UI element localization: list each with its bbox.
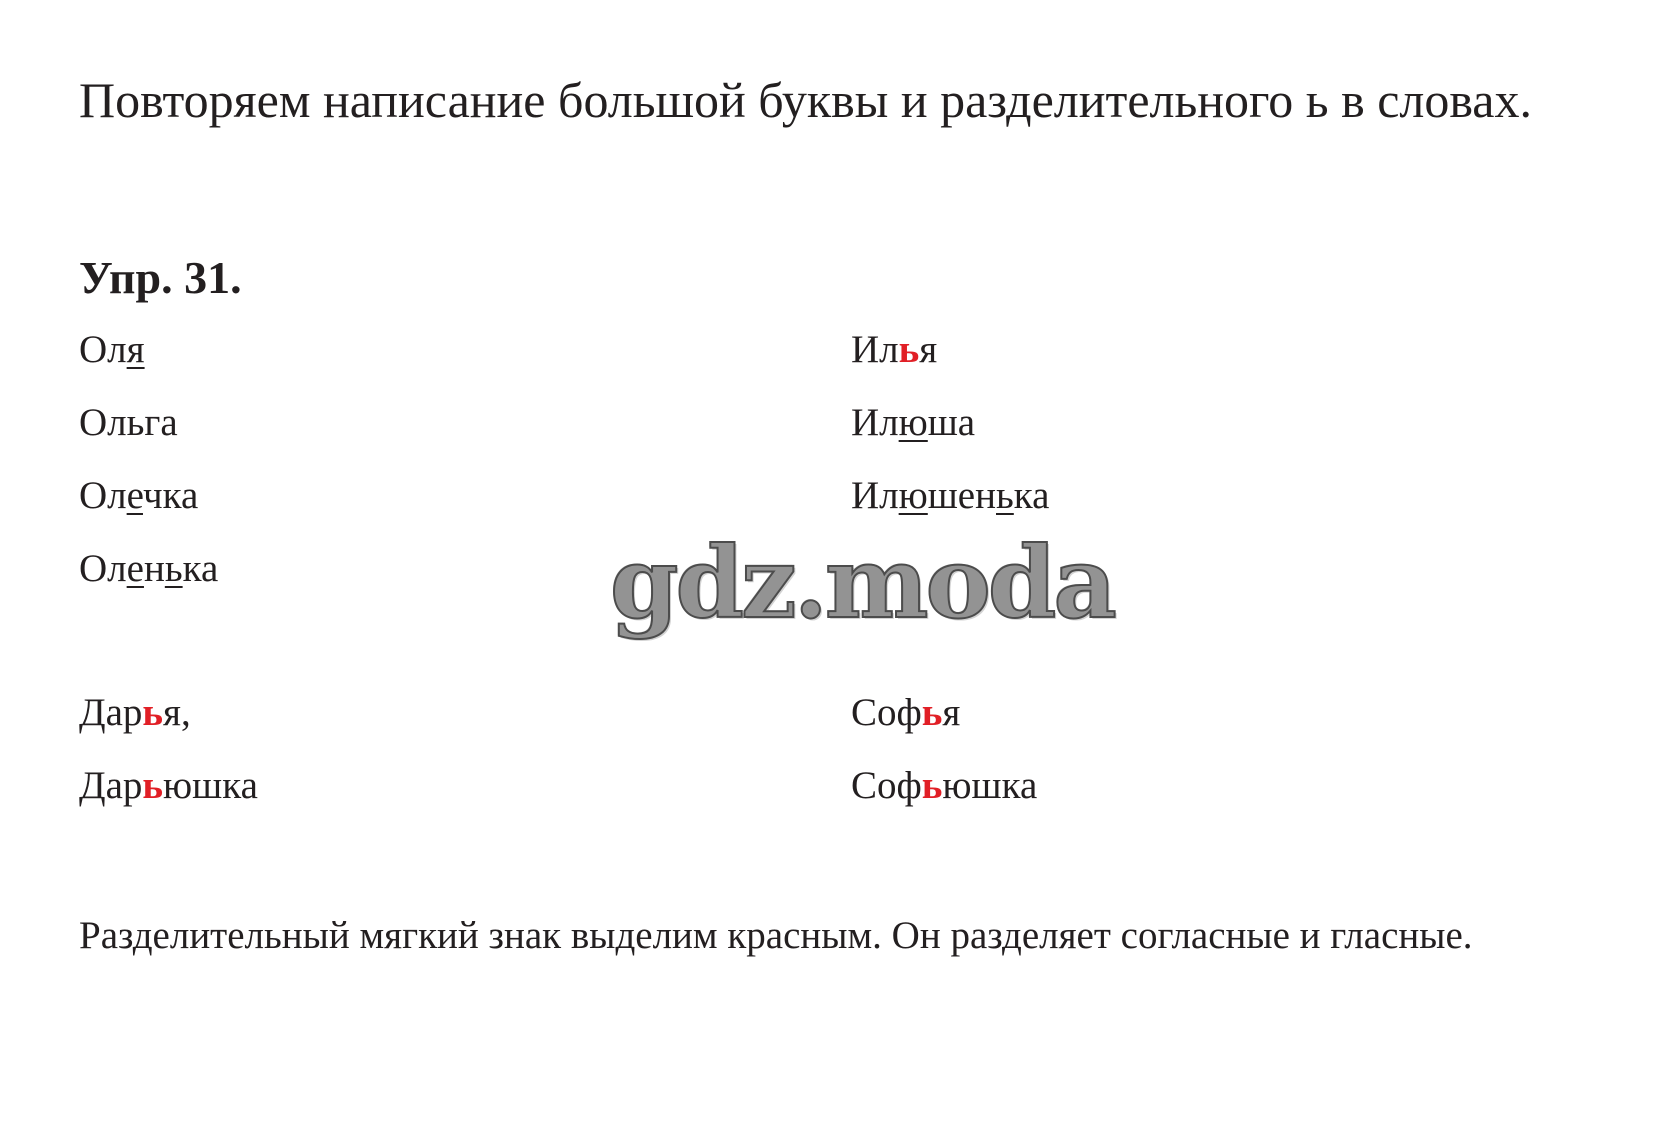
word-item (851, 693, 960, 732)
word-item (79, 766, 258, 805)
word-part: Ол (79, 328, 127, 371)
word-part: Ол (79, 474, 127, 517)
word-part: Ил (851, 328, 899, 371)
word-item (851, 476, 1049, 515)
word-part: Дар (79, 764, 143, 807)
soft-sign-highlight: ь (898, 328, 920, 371)
word-item (851, 766, 1037, 805)
underlined-letter: ь (164, 547, 183, 590)
word-part: Соф (851, 764, 922, 807)
word-part: я, (163, 691, 191, 734)
word-item (79, 476, 198, 515)
word-part: я (919, 328, 938, 371)
underlined-letter: ю (898, 474, 928, 517)
word-item (79, 403, 178, 442)
exercise-title: Упр. 31. (79, 252, 242, 303)
underlined-letter: е (126, 474, 143, 517)
word-part: Ил (851, 401, 899, 444)
word-item (79, 330, 145, 369)
watermark-logo: gdz.moda (610, 526, 1114, 641)
word-part: ка (1013, 474, 1050, 517)
word-part: я (942, 691, 961, 734)
word-part: Ол (79, 547, 127, 590)
word-part: н (143, 547, 165, 590)
soft-sign-highlight: ь (921, 764, 943, 807)
explanation-note: Разделительный мягкий знак выделим красным. Он разделяет согласные и гласные. (79, 914, 1473, 957)
word-part: Соф (851, 691, 922, 734)
word-item (851, 403, 975, 442)
word-part: Дар (79, 691, 143, 734)
word-part: Ольга (79, 401, 178, 444)
underlined-letter: я (126, 328, 145, 371)
underlined-letter: ь (996, 474, 1014, 517)
word-item (79, 549, 218, 588)
word-part: чка (142, 474, 199, 517)
underlined-letter: е (126, 547, 144, 590)
word-item (79, 693, 191, 732)
word-part: юшка (942, 764, 1038, 807)
word-part: шен (927, 474, 996, 517)
soft-sign-highlight: ь (142, 691, 164, 734)
word-part: ка (182, 547, 219, 590)
word-part: ша (927, 401, 976, 444)
word-item (851, 330, 937, 369)
soft-sign-highlight: ь (921, 691, 943, 734)
underlined-letter: ю (898, 401, 928, 444)
soft-sign-highlight: ь (142, 764, 164, 807)
word-part: юшка (163, 764, 258, 807)
word-part: Ил (851, 474, 899, 517)
page-heading: Повторяем написание большой буквы и разделительного ь в словах. (79, 72, 1532, 128)
